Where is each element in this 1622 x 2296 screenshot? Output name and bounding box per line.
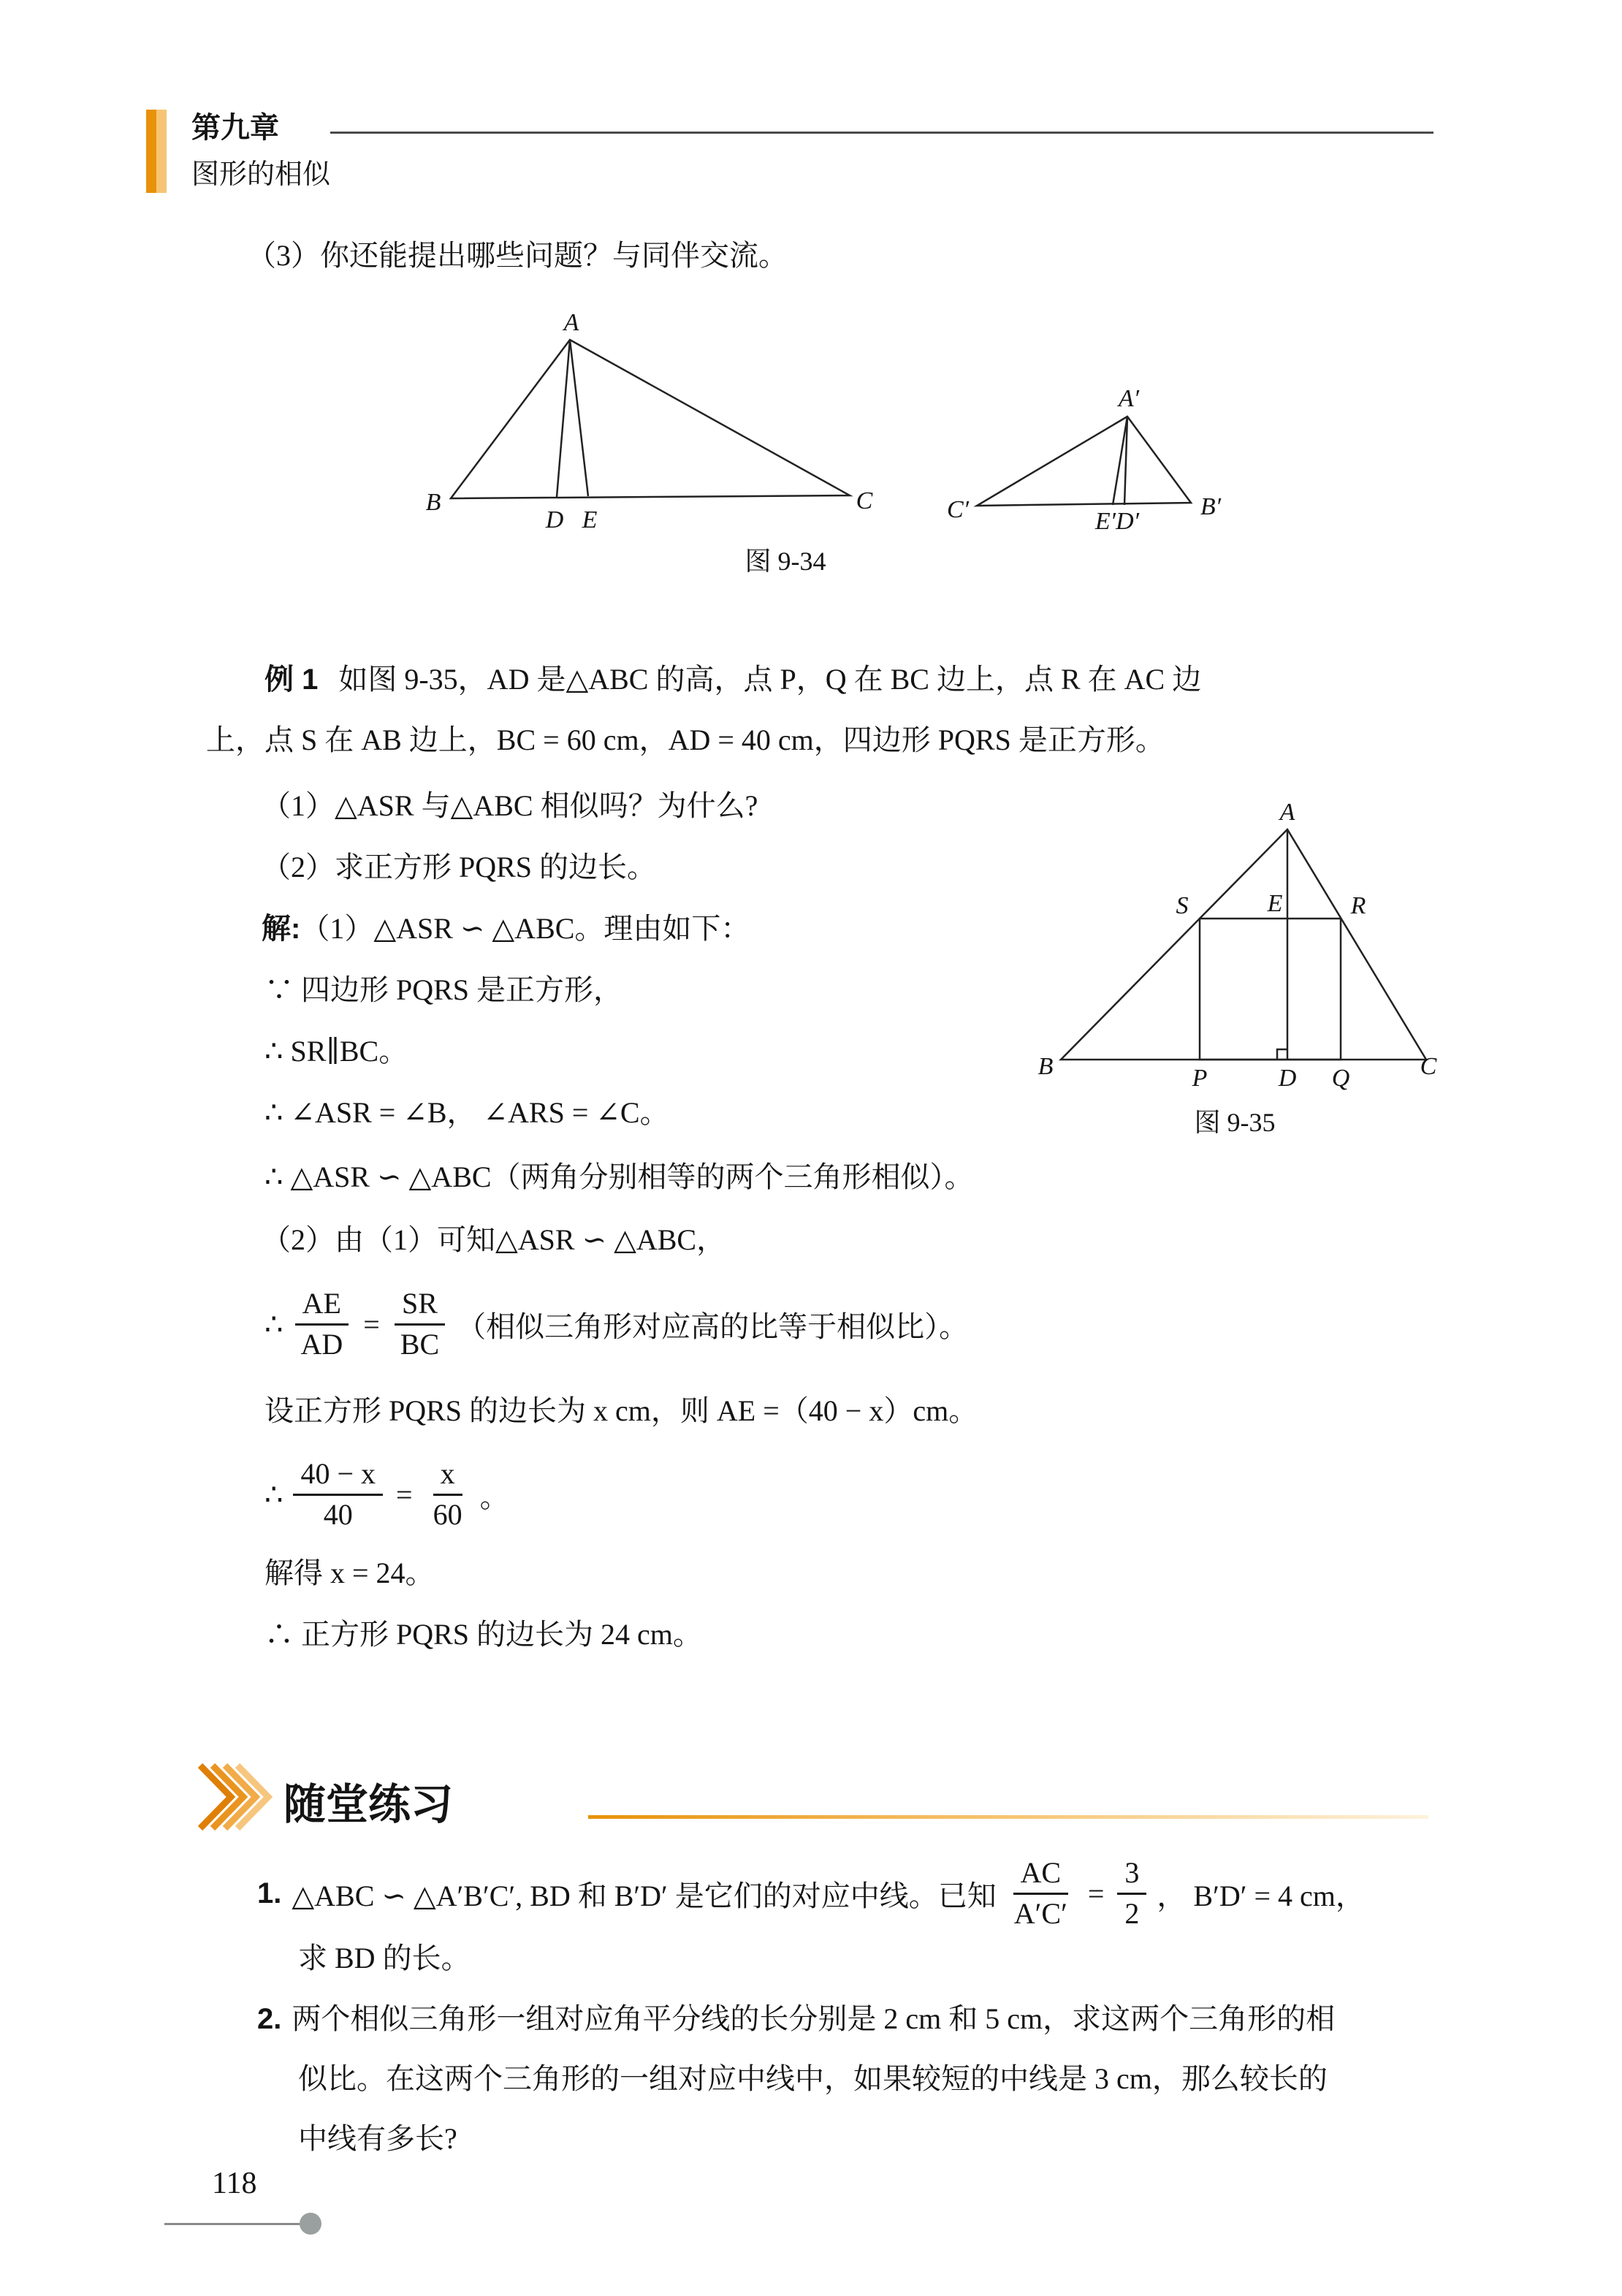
fig35-label-P: P <box>1192 1065 1208 1092</box>
example-question-1: （1）△ASR 与△ABC 相似吗？为什么? <box>262 789 758 822</box>
fig34-label-ED-prime: E′D′ <box>1094 508 1140 535</box>
solution-step-3: ∴ SR∥BC。 <box>264 1035 408 1068</box>
fig34-label-B: B <box>425 489 441 516</box>
fraction-AE-AD <box>293 1288 350 1361</box>
example-question-2: （2）求正方形 PQRS 的边长。 <box>262 851 657 883</box>
figure-9-34 <box>406 307 1238 548</box>
fraction-denominator: BC <box>400 1327 440 1361</box>
page-number: 118 <box>212 2167 257 2200</box>
fig34-label-C-prime: C′ <box>946 496 970 523</box>
example-line-1-text: 如图 9-35，AD 是△ABC 的高，点 P，Q 在 BC 边上，点 R 在 AC 边 <box>338 663 1202 696</box>
fraction-denominator: 2 <box>1124 1896 1140 1930</box>
fraction-SR-BC <box>393 1288 446 1361</box>
practice-item-1-text-end: ， B′D′ = 4 cm， <box>1157 1879 1365 1912</box>
fraction-denominator: AD <box>300 1327 343 1361</box>
practice-item-1-text: △ABC ∽ △A′B′C′, BD 和 B′D′ 是它们的对应中线。已知 <box>292 1879 997 1912</box>
fig35-triangle <box>1061 829 1426 1060</box>
fraction-x-60 <box>426 1458 470 1532</box>
fig35-label-A: A <box>1279 804 1295 826</box>
practice-item-1-line-2: 求 BD 的长。 <box>298 1942 471 1974</box>
example-label: 例 1 <box>264 664 319 696</box>
fig35-label-D: D <box>1278 1065 1297 1092</box>
practice-item-2-text-1: 两个相似三角形一组对应角平分线的长分别是 2 cm 和 5 cm，求这两个三角形的相 <box>292 2002 1336 2035</box>
practice-item-1-line-1 <box>257 1852 1365 1934</box>
fraction-numerator: AC <box>1013 1857 1069 1895</box>
chapter-rule <box>330 132 1433 134</box>
solution-fraction-line-2 <box>264 1451 509 1538</box>
solution-step-6: （2）由（1）可知△ASR ∽ △ABC， <box>262 1223 726 1256</box>
footer-dot <box>300 2213 321 2235</box>
solution-label: 解: <box>262 913 301 945</box>
chevrons-icon <box>196 1763 283 1831</box>
fig34-small-triangle <box>977 417 1191 506</box>
solution-step-11: ∴ 正方形 PQRS 的边长为 24 cm。 <box>264 1618 702 1651</box>
fraction-numerator: SR <box>395 1288 445 1326</box>
fraction-numerator: 40 − x <box>293 1458 383 1496</box>
fig35-label-S: S <box>1176 892 1189 919</box>
practice-item-2-line-3: 中线有多长? <box>298 2122 457 2155</box>
fig34-label-D: D <box>545 506 564 533</box>
fraction-denominator: 40 <box>323 1497 353 1531</box>
practice-item-2-line-2: 似比。在这两个三角形的一组对应中线中，如果较短的中线是 3 cm，那么较长的 <box>298 2062 1328 2095</box>
practice-item-2-line-1 <box>257 2001 1335 2037</box>
fig35-caption: 图 9-35 <box>1194 1108 1276 1137</box>
fraction-40x-40 <box>293 1458 383 1532</box>
solution-step-10: 解得 x = 24。 <box>264 1556 435 1589</box>
fraction-denominator: A′C′ <box>1013 1896 1067 1930</box>
fig34-caption: 图 9-34 <box>745 547 826 576</box>
solution-step-8: 设正方形 PQRS 的边长为 x cm，则 AE =（40 − x）cm。 <box>264 1394 978 1427</box>
fig35-label-C: C <box>1420 1053 1437 1080</box>
footer-line <box>164 2223 303 2225</box>
fig34-label-A-prime: A′ <box>1118 385 1140 412</box>
fig34-large-triangle <box>451 340 850 498</box>
chapter-accent-bar-light <box>156 110 167 193</box>
equals-sign: = <box>363 1307 380 1341</box>
fraction-numerator: x <box>433 1458 462 1496</box>
fig34-label-C: C <box>856 487 873 514</box>
fig34-label-A: A <box>563 309 579 336</box>
chapter-subtitle: 图形的相似 <box>191 159 331 190</box>
fraction-line-2-period: 。 <box>479 1480 509 1513</box>
fig35-label-B: B <box>1037 1053 1054 1080</box>
fig35-label-Q: Q <box>1331 1065 1350 1092</box>
fraction-line-1-note: （相似三角形对应高的比等于相似比）。 <box>457 1309 969 1343</box>
fraction-denominator: 60 <box>433 1497 462 1531</box>
therefore-symbol: ∴ <box>264 1307 283 1341</box>
equals-sign: = <box>396 1478 413 1511</box>
practice-item-1-number: 1. <box>257 1877 282 1909</box>
example-line-2: 上，点 S 在 AB 边上，BC = 60 cm，AD = 40 cm，四边形 PQRS 是正方形。 <box>206 723 1165 756</box>
solution-step-1-text: （1）△ASR ∽ △ABC。理由如下： <box>300 912 750 945</box>
practice-section-title: 随堂练习 <box>283 1781 454 1828</box>
fraction-numerator: 3 <box>1117 1857 1146 1895</box>
fraction-numerator: AE <box>295 1288 349 1326</box>
solution-step-1 <box>262 911 750 947</box>
intro-question-3: （3）你还能提出哪些问题？与同伴交流。 <box>247 239 788 272</box>
practice-item-2-number: 2. <box>257 2003 282 2035</box>
solution-step-2: ∵ 四边形 PQRS 是正方形， <box>264 973 623 1006</box>
solution-step-4: ∴ ∠ASR = ∠B， ∠ARS = ∠C。 <box>264 1096 669 1129</box>
solution-step-5: ∴ △ASR ∽ △ABC（两角分别相等的两个三角形相似）。 <box>264 1160 974 1193</box>
fig35-label-R: R <box>1350 892 1366 919</box>
therefore-symbol: ∴ <box>264 1478 283 1511</box>
fig34-label-B-prime: B′ <box>1200 493 1222 520</box>
example-line-1 <box>264 661 1201 698</box>
figure-9-35 <box>1034 804 1458 1096</box>
practice-rule <box>588 1815 1428 1819</box>
chapter-accent-bar-dark <box>146 110 156 193</box>
fraction-3-2 <box>1117 1857 1146 1931</box>
equals-sign: = <box>1087 1877 1105 1910</box>
fig35-label-E: E <box>1267 890 1283 917</box>
fig34-label-E: E <box>582 506 598 533</box>
chapter-title: 第九章 <box>191 112 279 144</box>
fraction-AC-ApCp <box>1007 1857 1075 1931</box>
solution-fraction-line-1 <box>264 1280 968 1368</box>
